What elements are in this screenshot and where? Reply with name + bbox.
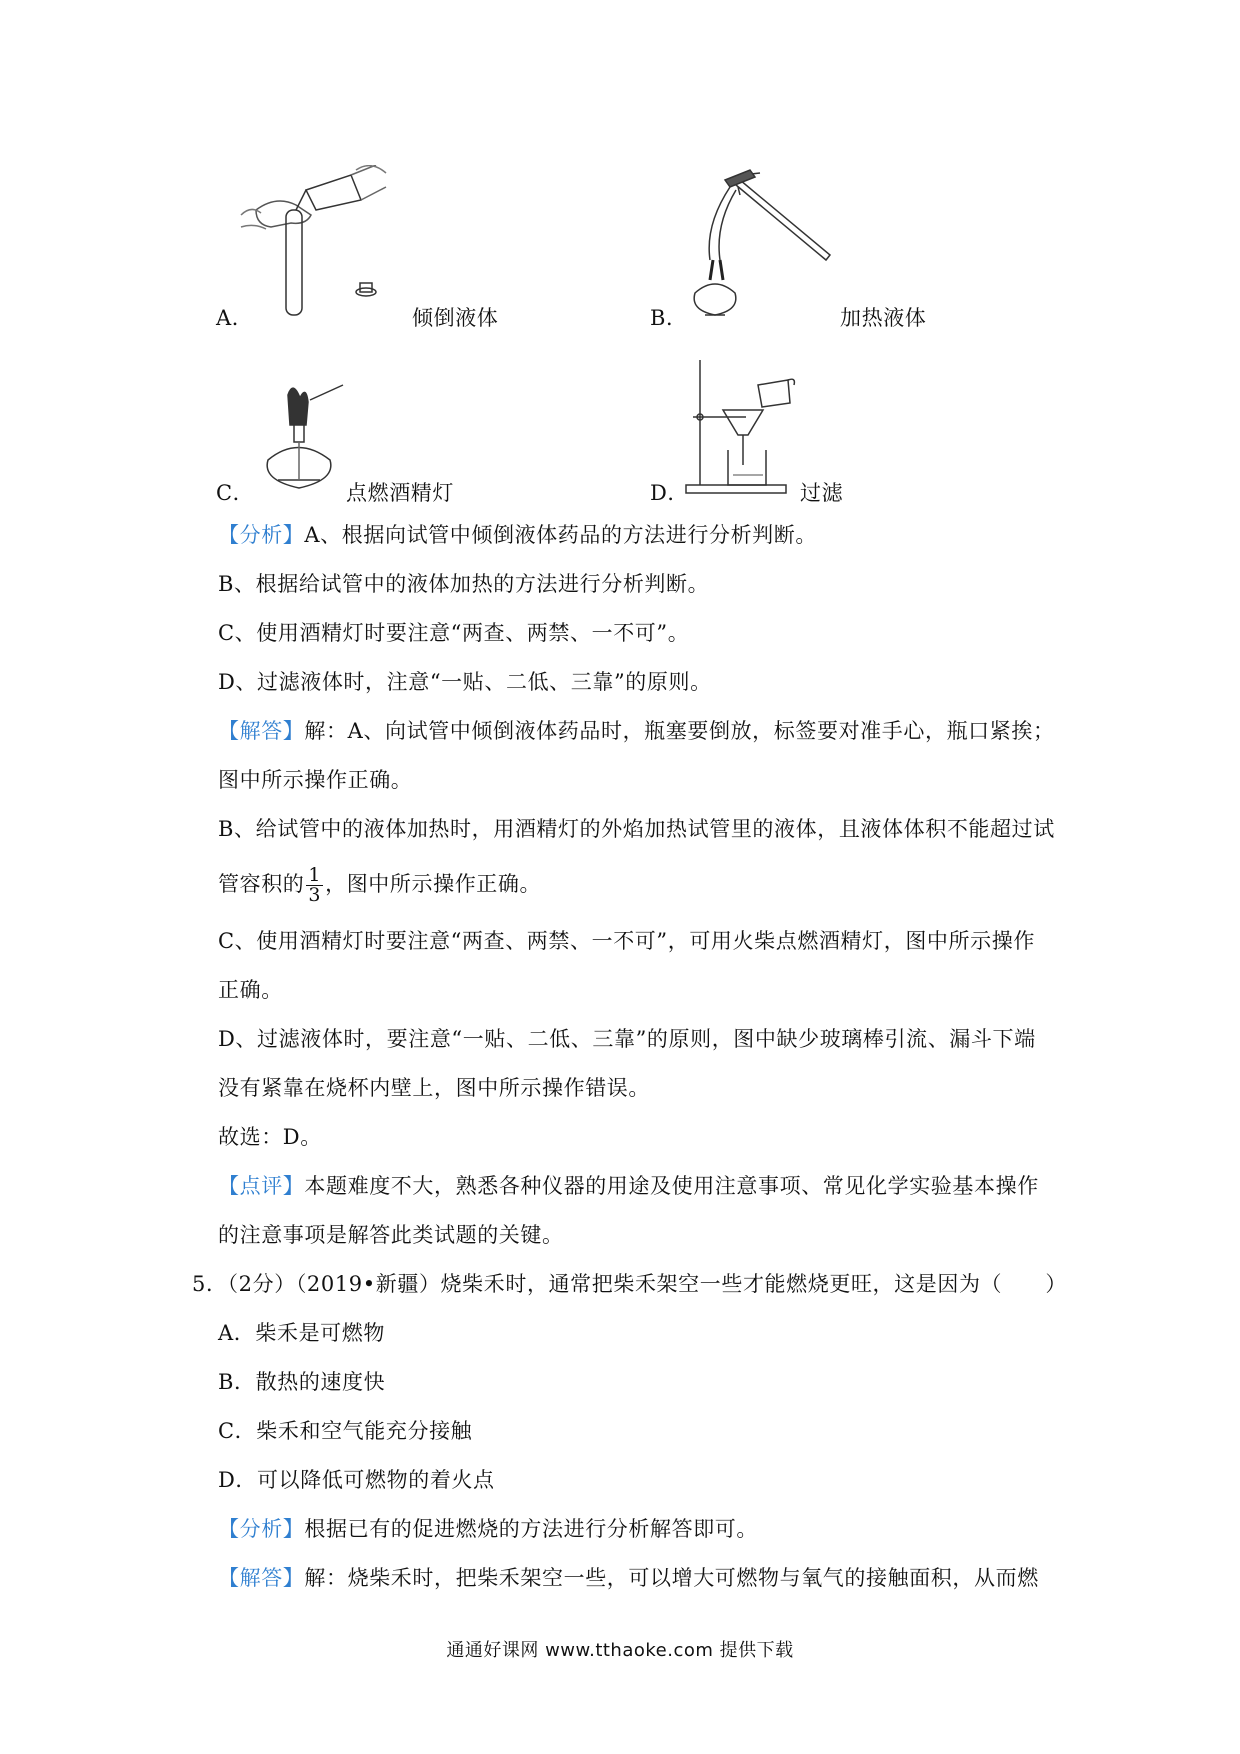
figure-heating-liquid	[680, 165, 850, 330]
analysis-tag: 【分析】	[218, 1517, 305, 1541]
q4-choice: 故选：D。	[218, 1125, 322, 1149]
q4-comment-2: 的注意事项是解答此类试题的关键。	[218, 1223, 564, 1247]
comment-tag: 【点评】	[218, 1174, 305, 1198]
figure-pouring-liquid	[236, 165, 406, 325]
q5-stem: 5．（2分）（2019•新疆）烧柴禾时，通常把柴禾架空一些才能燃烧更旺，这是因为（ ）	[192, 1272, 1067, 1296]
q4-analysis-b: B、根据给试管中的液体加热的方法进行分析判断。	[218, 572, 710, 596]
q4-answer-line: 【解答】解：A、向试管中倾倒液体药品时，瓶塞要倒放，标签要对准手心，瓶口紧挨；	[218, 719, 1055, 743]
figure-letter-b: B．	[650, 306, 688, 330]
q5-option-b: B．散热的速度快	[218, 1370, 386, 1394]
q4-answer-d1: D、过滤液体时，要注意“一贴、二低、三靠”的原则，图中缺少玻璃棒引流、漏斗下端	[218, 1027, 1036, 1051]
q4-answer-d2: 没有紧靠在烧杯内壁上，图中所示操作错误。	[218, 1076, 650, 1100]
q5-option-c: C．柴禾和空气能充分接触	[218, 1419, 473, 1443]
figure-caption-b: 加热液体	[840, 306, 927, 330]
q4-analysis-c: C、使用酒精灯时要注意“两查、两禁、一不可”。	[218, 621, 690, 645]
q4-answer-b1: B、给试管中的液体加热时，用酒精灯的外焰加热试管里的液体，且液体体积不能超过试	[218, 817, 1055, 841]
q4-answer-b2: 管容积的 $\frac{1}{3}$ ，图中所示操作正确。	[218, 864, 542, 906]
figure-caption-a: 倾倒液体	[412, 306, 499, 330]
q4-answer-a2: 图中所示操作正确。	[218, 768, 413, 792]
analysis-tag: 【分析】	[218, 523, 305, 547]
figure-letter-a: A．	[216, 306, 254, 330]
q4-comment-line: 【点评】本题难度不大，熟悉各种仪器的用途及使用注意事项、常见化学实验基本操作	[218, 1174, 1039, 1198]
q5-analysis-line: 【分析】根据已有的促进燃烧的方法进行分析解答即可。	[218, 1517, 759, 1541]
answer-tag: 【解答】	[218, 719, 305, 743]
q5-option-a: A．柴禾是可燃物	[218, 1321, 385, 1345]
fraction: $\frac{1}{3}$	[308, 864, 322, 906]
page-footer: 通通好课网 www.tthaoke.com 提供下载	[446, 1640, 794, 1661]
answer-tag: 【解答】	[218, 1566, 305, 1590]
q5-option-d: D．可以降低可燃物的着火点	[218, 1468, 495, 1492]
figure-letter-c: C．	[216, 481, 255, 505]
figure-caption-c: 点燃酒精灯	[346, 481, 454, 505]
q4-answer-c2: 正确。	[218, 978, 283, 1002]
figure-lighting-lamp	[258, 380, 348, 500]
figure-caption-d: 过滤	[800, 481, 844, 505]
figure-filtering	[678, 355, 808, 500]
q4-analysis-line: 【分析】A、根据向试管中倾倒液体药品的方法进行分析判断。	[218, 523, 817, 547]
q4-analysis-d: D、过滤液体时，注意“一贴、二低、三靠”的原则。	[218, 670, 712, 694]
figure-letter-d: D．	[650, 481, 690, 505]
q4-answer-c1: C、使用酒精灯时要注意“两查、两禁、一不可”，可用火柴点燃酒精灯，图中所示操作	[218, 929, 1035, 953]
q5-answer-line: 【解答】解：烧柴禾时，把柴禾架空一些，可以增大可燃物与氧气的接触面积，从而燃	[218, 1566, 1039, 1590]
